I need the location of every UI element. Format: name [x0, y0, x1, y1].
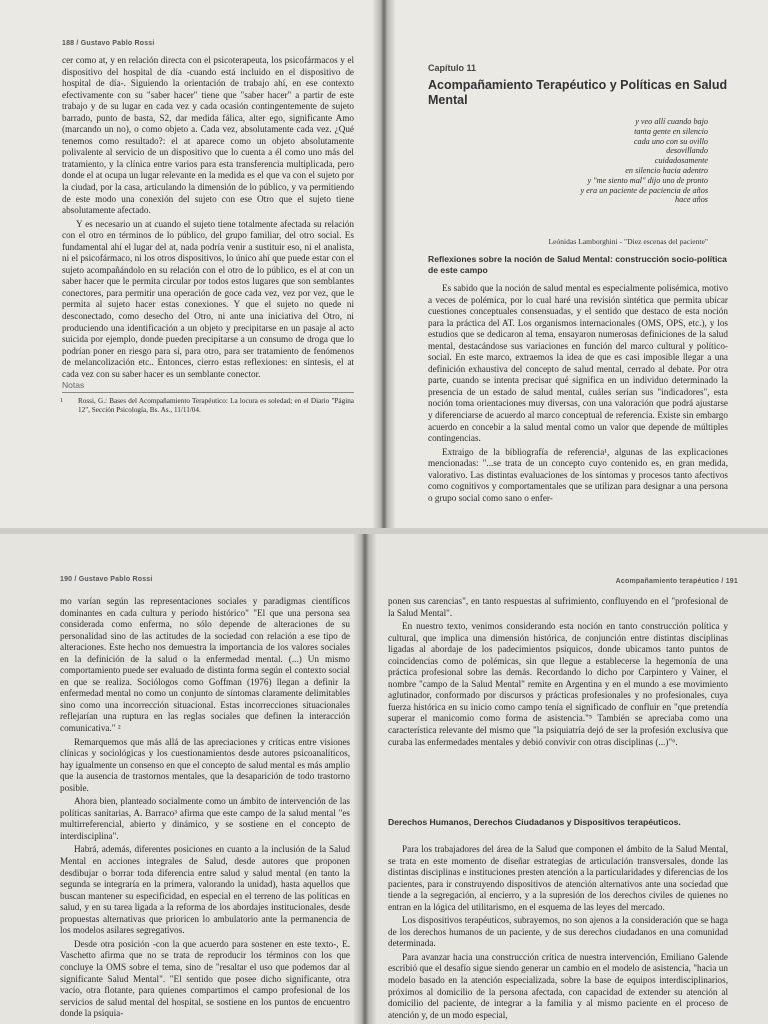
- paragraph: ponen sus carencias", en tanto respuestas al sufrimiento, confluyendo en el "profesional de la Salud Mental".: [388, 596, 728, 618]
- body-text: [428, 283, 728, 504]
- paragraph: mo varían según las representaciones sociales y paradigmas científicos dominantes en cada cultura y período histórico" "El que una persona sea considerada como enferma, no sólo depende de alteraciones de su personalidad sino de las actitudes de la sociedad con relación a ese tipo de alteraciones. Este hecho nos demuestra la importancia de los valores sociales en la definición de la salud o la enfermedad mental. (...) Un mismo comportamiento puede ser evaluado de distinta forma según el contexto social en que se realiza. Sociólogos como Goffman (1976) llegan a definir la enfermedad mental no como un conjunto de síntomas claramente delimitables sino como una incorrección situacional. Estas incorrecciones situacionales reflejarían una ruptura en las reglas sociales que definen la interacción comunicativa." ²: [60, 596, 350, 734]
- page-191: [378, 534, 768, 1024]
- paragraph: Extraigo de la bibliografía de referencia¹, algunas de las explicaciones mencionadas: "...se trata de un concepto cuyo contenido es, en gran medida, valorativo. Las distintas evaluaciones de los síntomas y procesos tanto afectivos como cognitivos y comportamentales que se utilizan para designar a una persona o grupo social como sano o enfer-: [428, 446, 728, 503]
- paragraph: Remarquemos que más allá de las apreciaciones y críticas entre visiones clínicas y sociológicas y los cuestionamientos desde autores psicoanalíticos, hay igualmente un consenso en que el concepto de salud mental es más amplio que la ausencia de trastornos mentales, que la desaparición de todo trastorno posible.: [60, 736, 350, 793]
- chapter-title: Acompañamiento Terapéutico y Políticas en Salud Mental: [428, 78, 728, 107]
- footnote-text: Rossi, G.: Bases del Acompañamiento Terapéutico: La locura es soledad; en el Diario "Página 12", Sección Psicología, Bs. As., 11/11/04.: [78, 397, 354, 414]
- paragraph: Es sabido que la noción de salud mental es especialmente polisémica, motivo a veces de polémica, por lo cual haré una revisión sintética que permita ubicar cuestiones conceptuales consensuadas, y el sentido que destaco de esta noción para la práctica del AT. Los organismos internacionales (OMS, OPS, etc.), y los estudios que se dedicaron al tema, ensayaron numerosas definiciones de la salud mental, destacándose sus variaciones en función del marco cultural y político-social. En este marco, extraemos la idea de que es casi imposible llegar a una definición exhaustiva del concepto de salud mental, cerrado al debate. Por otra parte, cuando se intenta precisar qué significa en un individuo determinado la presencia de un estado de salud mental, cuáles serían sus "indicadores", esta noción toma orientaciones muy diversas, con una valoración que podrá ajustarse y diferenciarse de acuerdo al marco conceptual de referencia. Existe sin embargo acuerdo en concebir a la salud mental como un valor que depende de múltiples contingencias.: [428, 283, 728, 444]
- running-head: 188 / Gustavo Pablo Rossi: [62, 40, 155, 47]
- paragraph: Los dispositivos terapéuticos, subrayemos, no son ajenos a la consideración que se haga de los derechos humanos de un paciente, y de sus derechos ciudadanos en una comunidad determinada.: [388, 915, 728, 949]
- paragraph: En nuestro texto, venimos considerando esta noción en tanto construcción política y cultural, que implica una dimensión histórica, de conjunción entre distintas disciplinas ligadas al abordaje de los padecimientos psíquicos, donde ubicamos tanto puntos de coincidencias como de polémicas, sin que llegue a establecerse la hegemonía de una práctica profesional sobre las demás. Recordando lo dicho por Carpintero y Vainer, el nombre "campo de la Salud Mental" remite en Argentina y en el mundo a ese movimiento aglutinador, conformado por discursos y prácticas profesionales y no profesionales, cuya fuerza histórica en su inicio como campo tenía el significado de confluir en "que pretendía superar el manicomio como forma de asistencia."⁵ También se apreciaba como una característica relevante del mismo que "la psiquiatría dejó de ser la profesión exclusiva que curaba las enfermedades mentales y debió convivir con otras disciplinas (...)"⁶.: [388, 621, 728, 747]
- bottom-book-spread: [0, 534, 768, 1024]
- epigraph-line: y "me siento mal" dijo uno de pronto: [587, 175, 708, 185]
- paragraph: Ahora bien, planteado socialmente como un ámbito de intervención de las políticas sanitarias, A. Barraco³ afirma que este campo de la salud mental "es multirreferencial, abierto y dinámico, y se sostiene en el concepto de interdisciplina".: [60, 796, 350, 841]
- footnote-number: 1: [60, 398, 63, 404]
- paragraph: Para los trabajadores del área de la Salud que componen el ámbito de la Salud Mental, se trata en este momento de diseñar estrategias de articulación transversales, donde las distintas disciplinas e instituciones presten atención a la particularidades y diferencias de los pacientes, para ir construyendo dispositivos de atención alternativos ante una sociedad que tiende a la segregación, al encierro, y a la supresión de los derechos civiles de quienes no entran en la lógica del utilitarismo, en el esquema de las leyes del mercado.: [388, 844, 728, 912]
- section-heading: Reflexiones sobre la noción de Salud Mental: construcción socio-política de este campo: [428, 254, 727, 275]
- epigraph-line: y era un paciente de paciencia de años: [580, 185, 708, 195]
- epigraph-line: hace años: [675, 195, 708, 205]
- running-head: Acompañamiento terapéutico / 191: [615, 578, 738, 585]
- book-gutter: [352, 534, 378, 1024]
- running-head: 190 / Gustavo Pablo Rossi: [60, 576, 153, 583]
- epigraph-line: cada uno con su ovillo: [633, 136, 708, 146]
- page-190: [0, 534, 352, 1024]
- epigraph-line: tanta gente en silencio: [634, 126, 708, 136]
- paragraph: Habrá, además, diferentes posiciones en cuanto a la inclusión de la Salud Mental en acciones integrales de Salud, desde autores que proponen desdibujar o borrar toda diferencia entre salud y salud mental (en tanto la segunda se integraría en la primera, valorando la unidad), hasta aquellos que buscan mantener su especificidad, en especial en el terreno de las políticas en salud, y en su tarea ligada a la reforma de los abordajes institucionales, desde propuestas alternativas que prioricen lo ambulatorio ante la permanencia de los modelos asilares segregativos.: [60, 844, 350, 936]
- epigraph-line: en silencio hacia adentro: [625, 165, 708, 175]
- paragraph: Para avanzar hacia una construcción crítica de nuestra intervención, Emiliano Galende escribió que el desafío sigue siendo generar un cambio en el modelo de asistencia, "hacia un modelo basado en la atención especializada, sobre la base de equipos interdisciplinarios, próximos al domicilio de la persona afectada, con capacidad de extender su atención al domicilio del paciente, de integrar a la familia y al mismo paciente en el proceso de atención y, de un modo especial,: [388, 951, 728, 1020]
- notes-heading: Notas: [62, 380, 85, 390]
- body-text: [60, 596, 350, 1020]
- epigraph-line: y veo allí cuando bajo: [635, 117, 708, 126]
- epigraph: [508, 117, 708, 205]
- section-heading: Derechos Humanos, Derechos Ciudadanos y Dispositivos terapéuticos.: [388, 817, 681, 827]
- paragraph: Desde otra posición -con la que acuerdo para sostener en este texto-, E. Vaschetto afirma que no se trata de reproducir los términos con los que concluye la OMS sobre el tema, sino de "resaltar el uso que podemos dar al significante Salud Mental". "El sentido que posee dicho significante, otra vacío, otra flotante, para quienes compartimos el campo profesional de los servicios de salud mental del hospital, se sostiene en los puntos de encuentro donde la psiquia-: [60, 938, 350, 1019]
- epigraph-line: desovillando: [666, 146, 708, 156]
- paragraph: Y es necesario un at cuando el sujeto tiene totalmente afectada su relación con el otro en términos de lo público, del grupo familiar, del otro social. Es fundamental ahí el lugar del at, nada podría venir a sustituir eso, ni el analista, ni el psicofármaco, ni los otros dispositivos, lo único ahí que puede estar con el sujeto acompañándolo en su relación con el otro de lo público, es el at con un saber hacer que le permita circular por todos estos lugares que son semblantes conectores, para permitir una operación de goce cada vez, vez por vez, que le permita al sujeto hacer estas conexiones. Y que el sujeto no quede ni desconectado, como desecho del Otro, ni ante una iniciativa del Otro, ni produciendo una identificación a un objeto y precipitarse en un pasaje al acto suicida por ejemplo, donde pueden precipitarse a un consumo de droga que lo podrían poner en riesgo para sí, para otro, para ser tratamiento de fenómenos de melancolización etc.. Entonces, cierro estas reflexiones: en síntesis, el at cada vez con su saber hacer es un semblante conector.: [62, 218, 354, 379]
- body-text: [388, 844, 728, 1021]
- body-text: [388, 596, 728, 748]
- paragraph: cer como at, y en relación directa con el psicoterapeuta, los psicofármacos y el dispositivo del hospital de día -cuando está incluido en el dispositivo de hospital de día-. Siguiendo la orientación de trabajo ahí, en ese contexto efectivamente con su "saber hacer" tiene que "saber hacer" a partir de este trabajo y de su lugar en cada vez y cada ocasión contingentemente de sujeto barrado, punto de basta, S2, dar medida fálica, alter ego, significante Amo (marcando un no), o como objeto a. Cada vez, absolutamente cada vez. ¿Qué tenemos como resultado?: el at aparece como un objeto absolutamente polivalente al servicio de un dispositivo que lo cuenta a él como uno más del tratamiento, y la clínica entre varios para esta transferencia multiplicada, pero donde el at ocupa un lugar relevante en la medida es el que va con el sujeto por la ciudad, por la casa, articulando la dimensión de lo público, y va permitiendo de este modo una conexión del sujeto con ese Otro que el sujeto tiene absolutamente afectado.: [62, 55, 354, 216]
- epigraph-line: cuidadosamente: [654, 156, 708, 166]
- chapter-label: Capítulo 11: [428, 63, 477, 73]
- epigraph-attribution: Leónidas Lamborghini - "Diez escenas del paciente": [548, 237, 708, 246]
